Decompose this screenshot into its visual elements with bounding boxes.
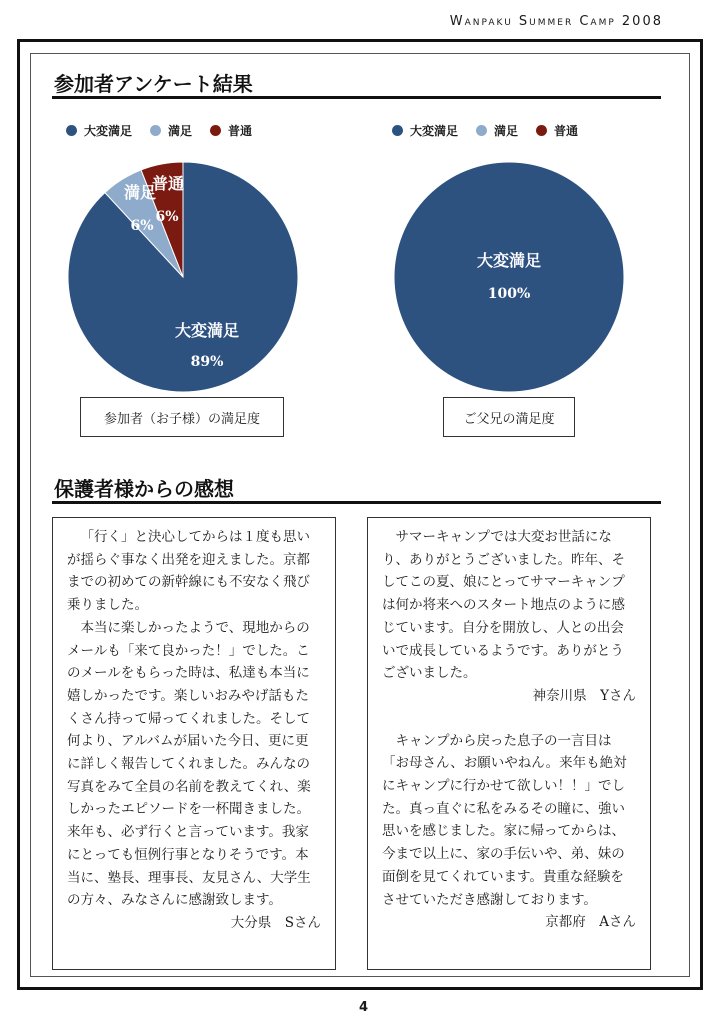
legend-left (66, 122, 252, 139)
legend-swatch (476, 125, 487, 136)
pie-slice-label: 満足 (123, 183, 157, 202)
comment-box-oita (52, 517, 336, 970)
parents-chart-caption: ご父兄の満足度 (443, 397, 575, 437)
comment-paragraph: 「行く」と決心してからは１度も思いが揺らぐ事なく出発を迎えました。京都までの初めての新幹線にも不安なく飛び乗りました。 (67, 529, 310, 614)
pie-slice-percent: 89% (190, 354, 224, 370)
legend-item-satisfied (476, 122, 518, 139)
comment-signature: 神奈川県 Yさん (532, 687, 636, 704)
legend-label: 大変満足 (84, 124, 133, 138)
children-chart-caption: 参加者（お子様）の満足度 (80, 397, 284, 437)
pie-slice-percent: 6% (155, 209, 179, 225)
legend-item-very-satisfied (66, 122, 132, 139)
pie-slice-label: 大変満足 (174, 321, 240, 340)
legend-label: 満足 (168, 124, 193, 138)
legend-item-normal (210, 122, 252, 139)
legend-label: 大変満足 (410, 124, 459, 138)
pie-slice-label: 普通 (151, 174, 185, 193)
survey-section-title: 参加者アンケート結果 (54, 72, 253, 96)
pie-slice-percent: 6% (130, 218, 154, 234)
legend-swatch (66, 125, 77, 136)
feedback-title-rule (52, 501, 661, 504)
legend-item-satisfied (150, 122, 192, 139)
comment-paragraph: 本当に楽しかったようで、現地からのメールも「来て良かった！」でした。このメールをもらった時は、私達も本当に嬉しかったです。楽しいおみやげ話もたくさん持って帰ってくれました。そして何より、アルバムが届いた今日、更に更に詳しく報告してくれました。みんなの写真をみて全員の名前を教えてくれ、楽しかったエピソードを一杯聞きました。来年も、必ず行くと言っています。我家にとっても恒例行事となりそうです。本当に、塾長、理事長、友見さん、大学生の方々、みなさんに感謝致します。 (67, 619, 311, 909)
legend-label: 満足 (494, 124, 519, 138)
legend-label: 普通 (554, 124, 579, 138)
legend-right (392, 122, 578, 139)
pie-slice-very-satisfied (394, 162, 624, 392)
page-number: 4 (358, 1000, 369, 1015)
legend-swatch (536, 125, 547, 136)
legend-item-very-satisfied (392, 122, 458, 139)
children-satisfaction-pie (66, 160, 300, 394)
legend-item-normal (536, 122, 578, 139)
comment-signature: 大分県 Sさん (230, 914, 321, 931)
comment-signature: 京都府 Aさん (545, 914, 636, 931)
header-title: Wanpaku Summer Camp 2008 (449, 14, 663, 29)
pie-slice-label: 大変満足 (476, 251, 542, 270)
legend-swatch (150, 125, 161, 136)
parents-satisfaction-pie (392, 160, 626, 394)
feedback-section-title: 保護者様からの感想 (54, 477, 234, 501)
comment-box-right (367, 517, 651, 970)
legend-swatch (392, 125, 403, 136)
comment-paragraph: サマーキャンプでは大変お世話になり、ありがとうございました。昨年、そしてこの夏、娘にとってサマーキャンプは何か将来へのスタート地点のように感じています。自分を開放し、人との出会いで成長しているようです。ありがとうございました。 (382, 529, 625, 682)
survey-title-rule (52, 96, 661, 99)
pie-slice-percent: 100% (487, 286, 531, 302)
comment-spacer (382, 708, 636, 730)
comment-paragraph: キャンプから戻った息子の一言目は「お母さん、お願いやねん。来年も絶対にキャンプに行かせて欲しい！！」でした。真っ直ぐに私をみるその瞳に、強い思いを感じました。家に帰ってからは、今まで以上に、家の手伝いや、弟、妹の面倒を見てくれています。貴重な経験をさせていただき感謝しております。 (382, 732, 627, 908)
legend-swatch (210, 125, 221, 136)
legend-label: 普通 (228, 124, 253, 138)
